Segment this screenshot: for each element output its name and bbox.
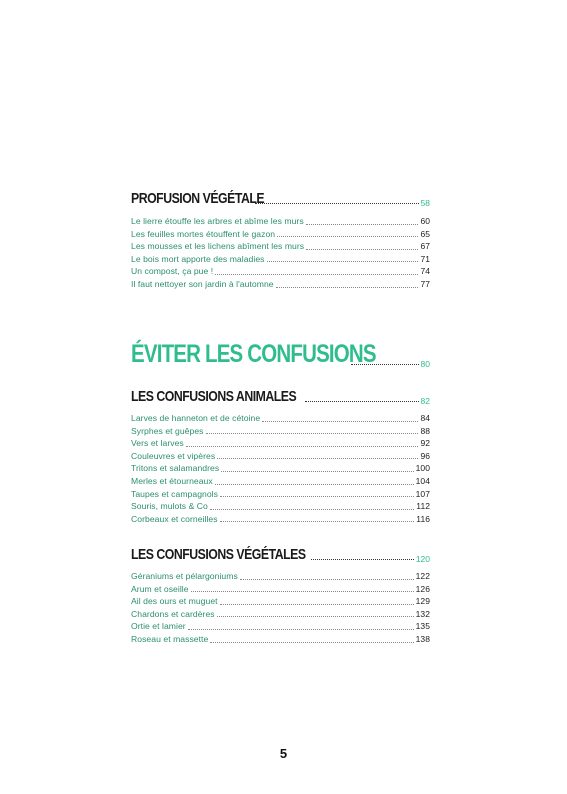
- entry-page-number: 116: [416, 513, 430, 524]
- toc-entry[interactable]: [131, 462, 430, 475]
- entry-label: Taupes et campagnols: [131, 488, 218, 499]
- entry-page-number: 129: [415, 596, 430, 607]
- entry-page-number: 135: [415, 621, 430, 632]
- toc-entry[interactable]: [131, 278, 430, 291]
- dot-leader: [215, 274, 418, 275]
- toc-section-profusion: [131, 190, 430, 291]
- dot-leader: [217, 616, 414, 617]
- entry-label: Vers et larves: [131, 438, 184, 449]
- toc-entry[interactable]: [131, 595, 430, 608]
- toc-entry[interactable]: [131, 608, 430, 621]
- dot-leader: [306, 224, 419, 225]
- entry-label: Merles et étourneaux: [131, 475, 213, 486]
- entry-label: Roseau et massette: [131, 633, 209, 644]
- dot-leader: [255, 203, 419, 204]
- toc-entry[interactable]: [131, 253, 430, 266]
- entry-label: Arum et oseille: [131, 583, 189, 594]
- toc-entry[interactable]: [131, 240, 430, 253]
- entry-label: Tritons et salamandres: [131, 463, 220, 474]
- dot-leader: [191, 591, 414, 592]
- entry-label: Larves de hanneton et de cétoine: [131, 413, 261, 423]
- entry-page-number: 65: [420, 228, 430, 239]
- page-number: 5: [279, 746, 288, 761]
- dot-leader: [276, 287, 419, 288]
- entry-page-number: 104: [415, 475, 430, 486]
- toc-entry[interactable]: [131, 513, 430, 526]
- entry-label: Le lierre étouffe les arbres et abîme les murs: [131, 216, 304, 226]
- section-heading-row[interactable]: [131, 190, 430, 208]
- dot-leader: [220, 604, 414, 605]
- dot-leader: [210, 642, 413, 643]
- dot-leader: [215, 484, 414, 485]
- toc-entry[interactable]: [131, 488, 430, 501]
- toc-entry[interactable]: [131, 412, 430, 425]
- entry-page-number: 138: [415, 633, 430, 644]
- entry-label: Ortie et lamier: [131, 621, 186, 632]
- dot-leader: [262, 421, 418, 422]
- part-page-number: 80: [420, 359, 430, 369]
- entry-label: Les feuilles mortes étouffent le gazon: [131, 228, 276, 239]
- entry-page-number: 112: [416, 501, 430, 512]
- section-page-number: 58: [420, 198, 430, 208]
- section-title: LES CONFUSIONS VÉGÉTALES: [131, 546, 306, 563]
- dot-leader: [305, 401, 419, 402]
- toc-entry[interactable]: [131, 228, 430, 241]
- entry-label: Corbeaux et corneilles: [131, 513, 218, 524]
- part-title: ÉVITER LES CONFUSIONS: [131, 340, 376, 368]
- entry-label: Géraniums et pélargoniums: [131, 571, 238, 581]
- dot-leader: [210, 509, 414, 510]
- entry-page-number: 77: [420, 278, 430, 289]
- entry-page-number: 132: [415, 608, 430, 619]
- entry-page-number: 107: [415, 488, 430, 499]
- section-title: PROFUSION VÉGÉTALE: [131, 190, 265, 207]
- dot-leader: [311, 559, 414, 560]
- entry-page-number: 71: [420, 253, 430, 264]
- entry-page-number: 100: [415, 463, 430, 474]
- dot-leader: [267, 261, 419, 262]
- entry-page-number: 126: [415, 583, 430, 594]
- entry-page-number: 84: [420, 413, 430, 423]
- entry-page-number: 74: [420, 266, 430, 277]
- entry-page-number: 88: [420, 425, 430, 436]
- entry-label: Il faut nettoyer son jardin à l'automne: [131, 278, 274, 289]
- dot-leader: [188, 629, 414, 630]
- entry-label: Souris, mulots & Co: [131, 501, 208, 512]
- section-page-number: 120: [415, 554, 430, 564]
- entry-page-number: 92: [420, 438, 430, 449]
- entry-label: Le bois mort apporte des maladies: [131, 253, 265, 264]
- entry-page-number: 67: [420, 241, 430, 252]
- entry-label: Ail des ours et muguet: [131, 596, 218, 607]
- toc-entry[interactable]: [131, 437, 430, 450]
- toc-entry[interactable]: [131, 500, 430, 513]
- dot-leader: [220, 496, 414, 497]
- section-heading-row[interactable]: [131, 388, 430, 406]
- dot-leader: [240, 579, 414, 580]
- entry-label: Un compost, ça pue !: [131, 266, 214, 277]
- entry-page-number: 96: [420, 450, 430, 461]
- dot-leader: [277, 236, 418, 237]
- toc-section-vegetales: [131, 546, 430, 646]
- entry-page-number: 122: [415, 571, 430, 581]
- toc-entry[interactable]: [131, 425, 430, 438]
- toc-part-eviter: [131, 340, 430, 369]
- dot-leader: [217, 458, 418, 459]
- entry-label: Chardons et cardères: [131, 608, 215, 619]
- section-page-number: 82: [420, 396, 430, 406]
- dot-leader: [186, 446, 419, 447]
- toc-entry[interactable]: [131, 633, 430, 646]
- dot-leader: [221, 471, 413, 472]
- toc-entry[interactable]: [131, 570, 430, 583]
- toc-entry[interactable]: [131, 215, 430, 228]
- entry-label: Couleuvres et vipères: [131, 450, 216, 461]
- toc-entry[interactable]: [131, 475, 430, 488]
- entry-label: Les mousses et les lichens abîment les murs: [131, 241, 305, 252]
- section-title: LES CONFUSIONS ANIMALES: [131, 388, 297, 405]
- dot-leader: [206, 433, 419, 434]
- toc-section-animales: [131, 388, 430, 525]
- dot-leader: [220, 521, 415, 522]
- toc-entry[interactable]: [131, 450, 430, 463]
- entry-page-number: 60: [420, 216, 430, 226]
- toc-entry[interactable]: [131, 583, 430, 596]
- dot-leader: [306, 249, 418, 250]
- toc-entry[interactable]: [131, 265, 430, 278]
- toc-entry[interactable]: [131, 620, 430, 633]
- entry-label: Syrphes et guêpes: [131, 425, 204, 436]
- section-heading-row[interactable]: [131, 546, 430, 564]
- part-heading-row[interactable]: [131, 340, 430, 369]
